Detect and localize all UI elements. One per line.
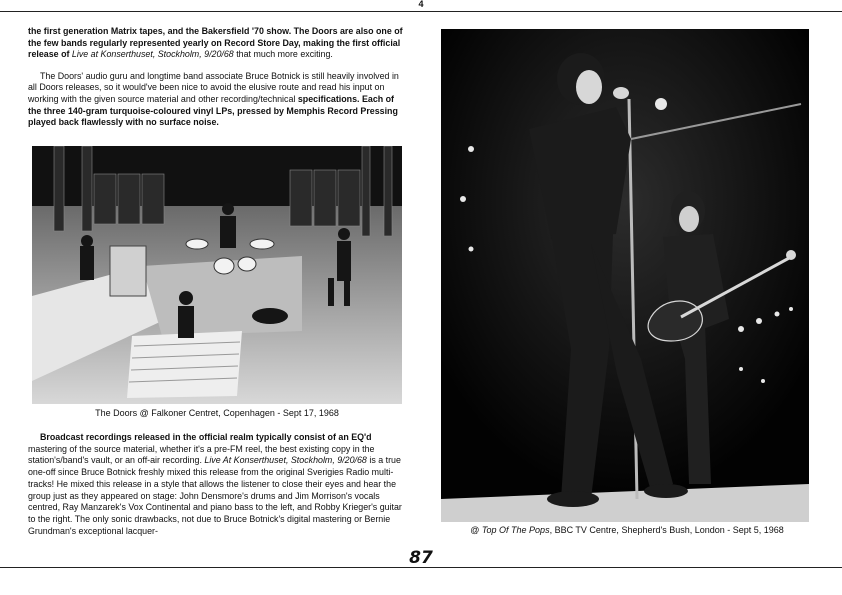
broadcast-body-1: mastering of the source material, whether it's a pre-FM reel, the best existing copy in the station's/band's vault, or an off-air recording. [28,443,375,466]
paragraph-1-text: the first generation Matrix tapes, and the Bakersfield '70 show. The Doors are also one of the few bands regularly represented yearly on Record Store Day, making the first official release of [28,26,403,60]
broadcast-text [28,432,410,537]
paragraph-1-end: that much more exciting. [233,49,333,60]
broadcast-title: Live At Konserthuset, Stockholm, 9/20/68 [204,455,367,466]
photo2-caption-show: Top Of The Pops [481,525,550,535]
top-page-number: 4 [418,0,424,9]
photo2-caption [441,525,813,535]
photo2-caption-prefix: @ [470,525,482,535]
broadcast-lead: Broadcast recordings released in the official realm typically consist of an EQ'd [40,432,372,442]
top-rule [0,11,842,12]
paragraph-2 [28,71,408,129]
broadcast-paragraph [28,432,410,537]
falkoner-centret-photo [32,146,402,404]
broadcast-body-2: is a true one-off since Bruce Botnick freshly mixed this release from the original Sverigies Radio multi-tracks! He mixed this release in a style that allows the listener to close their eyes and hear the group just as they appeared on stage: John Densmore's drums and Jim Morrison's vocals centred, Ray Manzarek's Vox Continental and piano bass to the left, and Robby Krieger's guitar to the right. The only sonic drawbacks, not due to Bruce Botnick's digital mastering or Bernie Grundman's exceptional lacquer- [28,455,402,536]
photo2-caption-rest: , BBC TV Centre, Shepherd's Bush, London - Sept 5, 1968 [549,525,784,535]
top-of-the-pops-photo [441,29,809,522]
photo1-caption: The Doors @ Falkoner Centret, Copenhagen - Sept 17, 1968 [95,408,339,418]
paragraph-1-title: Live at Konserthuset, Stockholm, 9/20/68 [71,49,234,60]
left-column-text [28,26,408,139]
bottom-rule [0,567,842,568]
paragraph-1 [28,26,408,61]
page-number: 87 [409,548,433,568]
paragraph-2-bold: specifications. Each of the three 140-gram turquoise-coloured vinyl LPs, pressed by Memphis Record Pressing played back flawlessly with no surface noise. [28,93,398,128]
paragraph-2-text: The Doors' audio guru and longtime band associate Bruce Botnick is still heavily involved in all Doors releases, so it would've been nice to avoid the elusive route and read his input on working with the given source material and other recording/technical [28,70,399,104]
